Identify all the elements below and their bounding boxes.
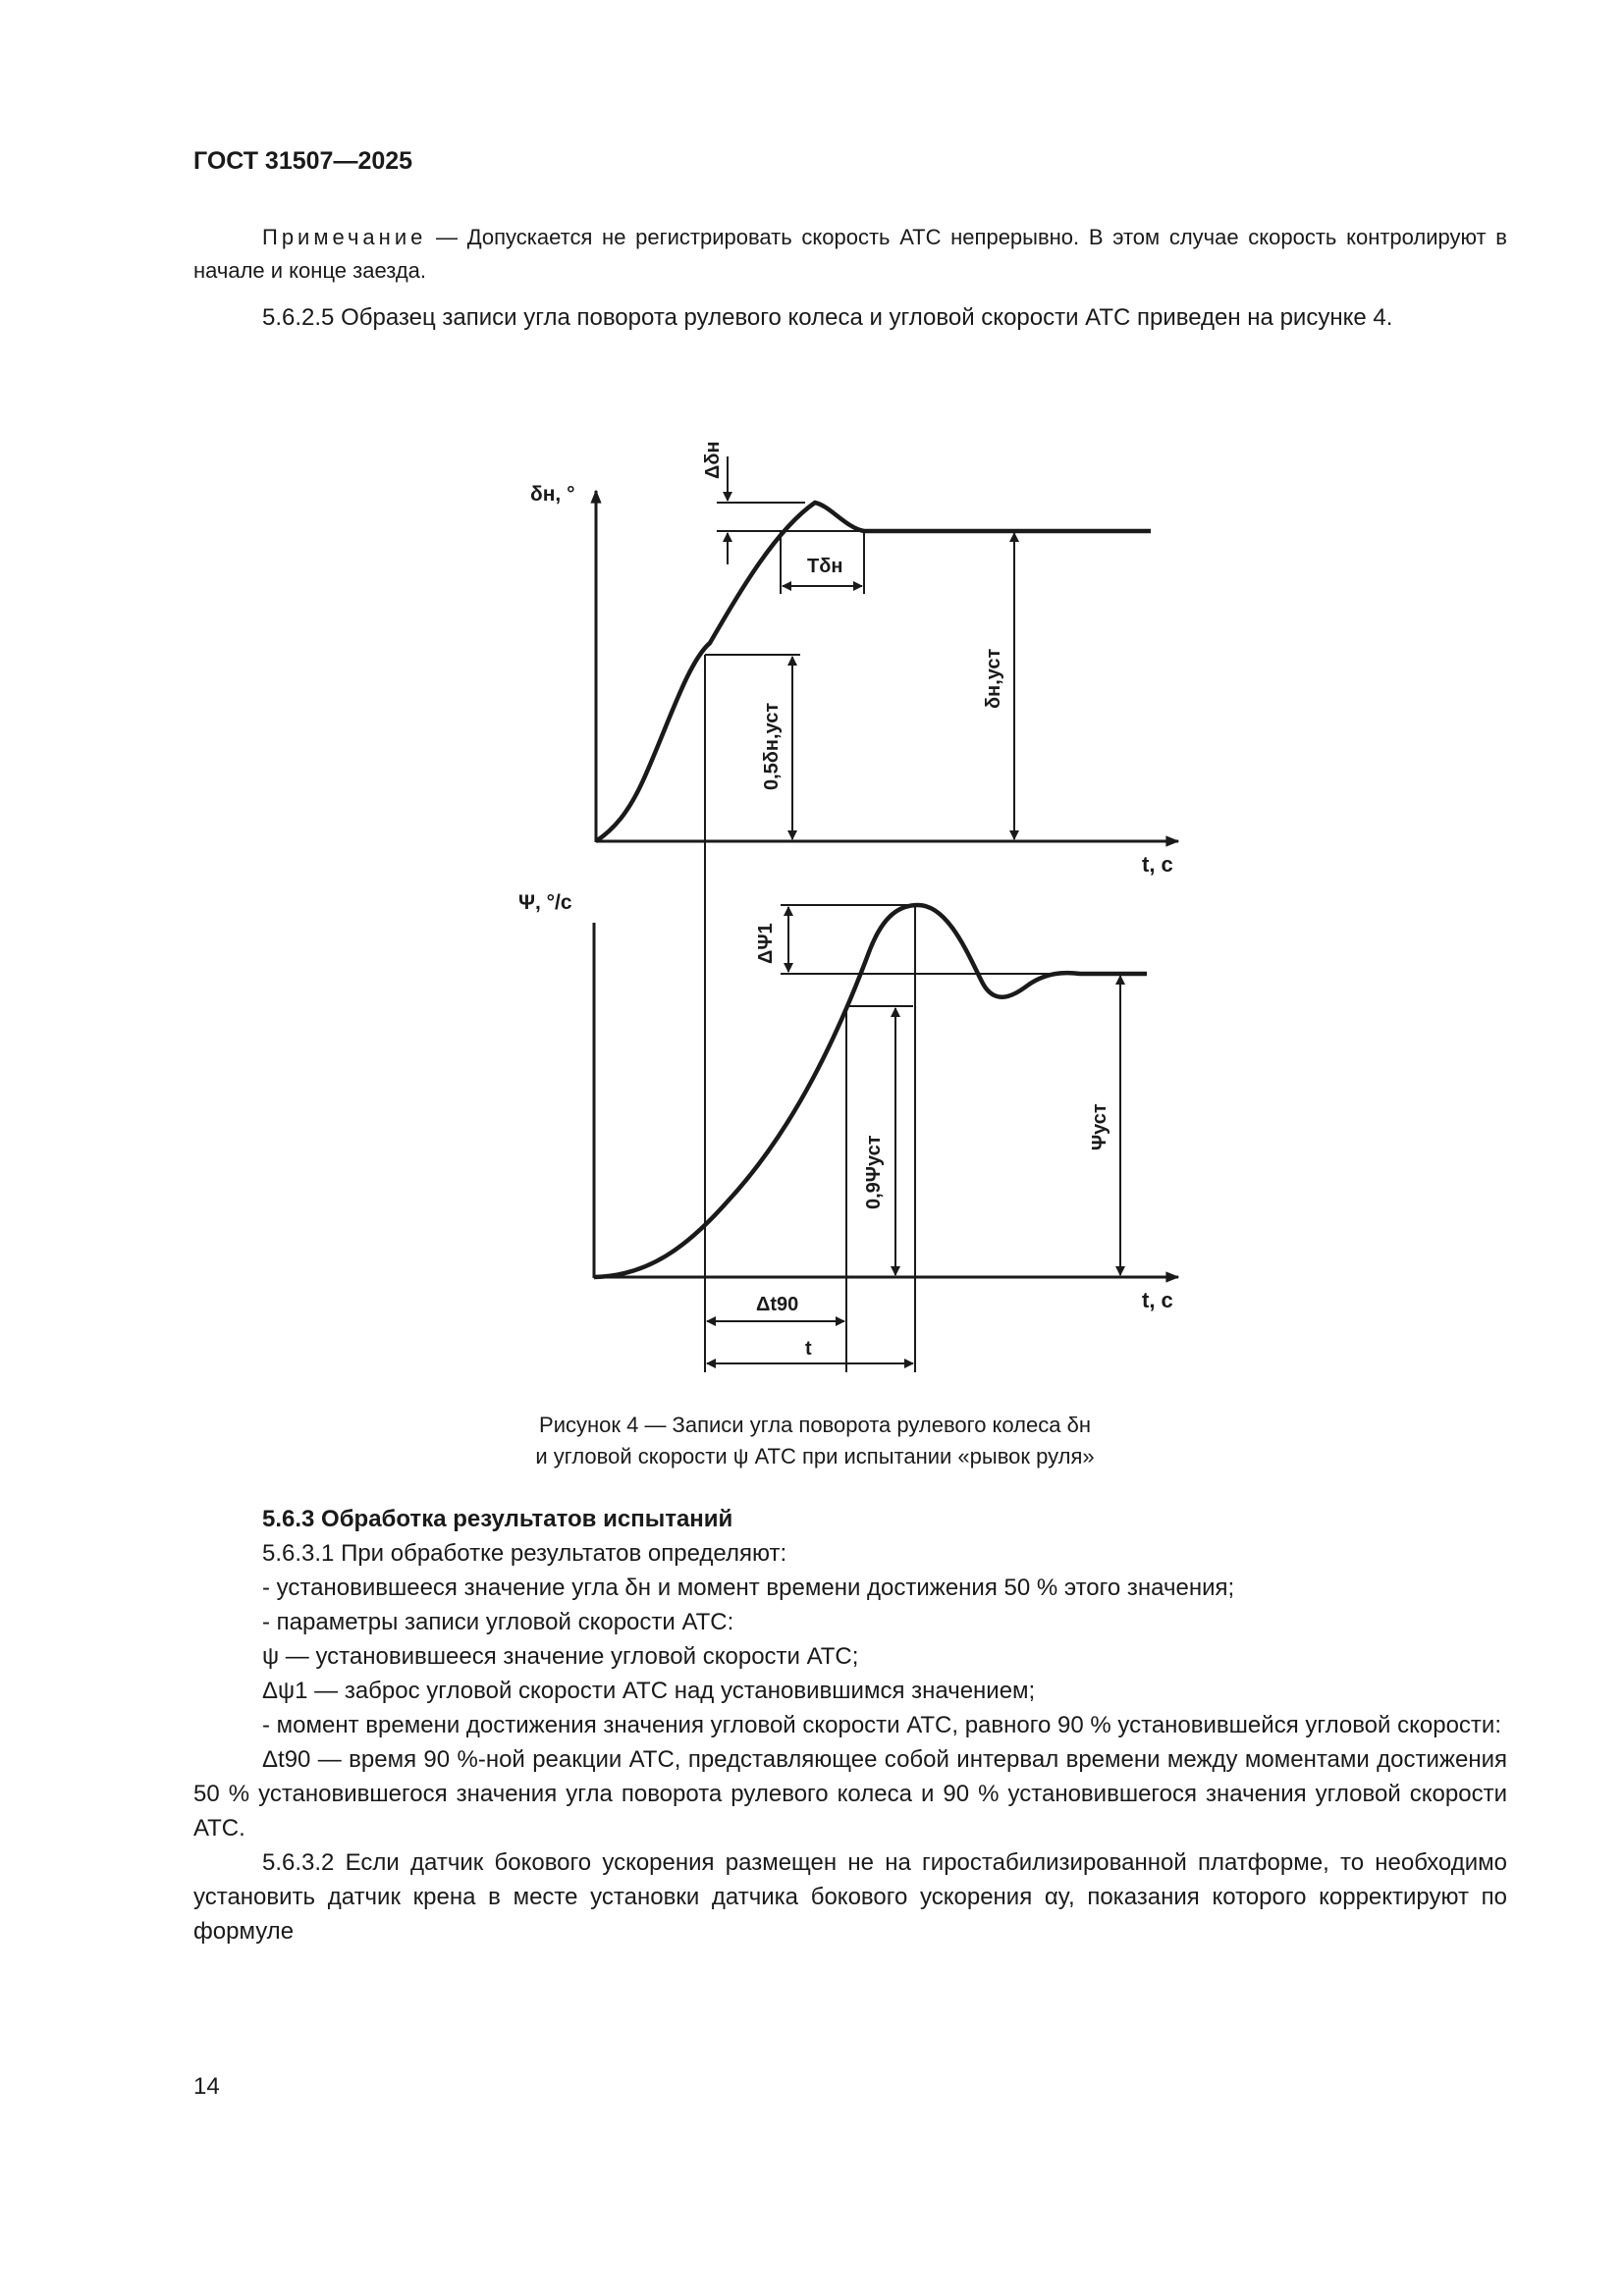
top-y-axis-label: δн, ° [530, 483, 575, 506]
note-label: Примечание [262, 225, 427, 249]
section-p4: ψ — установившееся значение угловой скорости АТС; [262, 1643, 859, 1670]
section-p1: 5.6.3.1 При обработке результатов определяют: [262, 1540, 787, 1567]
section-p7: Δt90 — время 90 %-ной реакции АТС, представляющее собой интервал времени между моментами достижения 50 % установившегося значения угла поворота рулевого колеса и 90 % установившегося значения угловой скорости АТС. [193, 1746, 1507, 1842]
paragraph-5625: 5.6.2.5 Образец записи угла поворота рулевого колеса и угловой скорости АТС приведен на рисунке 4. [262, 304, 1393, 331]
note-text: — Допускается не регистрировать скорость АТС непрерывно. В этом случае скорость контролируют в начале и конце заезда. [193, 225, 1507, 283]
section-5-6-3 [193, 1502, 1507, 1949]
psi-090-label: 0,9Ψуст [863, 1135, 885, 1209]
half-steady-label: 0,5δн,уст [761, 702, 783, 790]
delta-overshoot-label: Δδн [702, 441, 724, 479]
psi-overshoot-label: ΔΨ1 [755, 923, 777, 964]
page-number: 14 [193, 2073, 220, 2100]
section-p3: - параметры записи угловой скорости АТС: [262, 1609, 734, 1635]
dt90-label: Δt90 [756, 1294, 799, 1315]
document-header: ГОСТ 31507—2025 [193, 147, 413, 175]
section-p2: - установившееся значение угла δн и момент времени достижения 50 % этого значения; [262, 1575, 1235, 1601]
bottom-response-curve [594, 905, 1147, 1277]
t-label: t [805, 1338, 812, 1360]
top-response-curve [596, 503, 1151, 841]
caption-line-1: Рисунок 4 — Записи угла поворота рулевого колеса δн [539, 1413, 1091, 1437]
section-p5: Δψ1 — заброс угловой скорости АТС над установившимся значением; [262, 1678, 1036, 1704]
section-p8: 5.6.3.2 Если датчик бокового ускорения размещен не на гиростабилизированной платформе, то необходимо установить датчик крена в месте установки датчика бокового ускорения αy, показания которого корректируют по формуле [193, 1849, 1507, 1945]
caption-line-2: и угловой скорости ψ АТС при испытании «рывок руля» [535, 1444, 1095, 1468]
section-title: 5.6.3 Обработка результатов испытаний [262, 1506, 733, 1532]
note-paragraph [193, 221, 1507, 288]
steady-delta-label: δн,уст [983, 648, 1004, 709]
bottom-x-axis-label: t, c [1142, 1288, 1173, 1312]
psi-steady-label: Ψуст [1089, 1103, 1110, 1150]
section-p6: - момент времени достижения значения угловой скорости АТС, равного 90 % установившейся угловой скорости: [262, 1712, 1501, 1738]
top-x-axis-label: t, c [1142, 852, 1173, 877]
bottom-y-axis-label: Ψ, °/c [518, 891, 572, 914]
period-label: Tδн [807, 556, 843, 577]
figure-caption [412, 1410, 1218, 1472]
figure-4-diagram [491, 422, 1237, 1384]
